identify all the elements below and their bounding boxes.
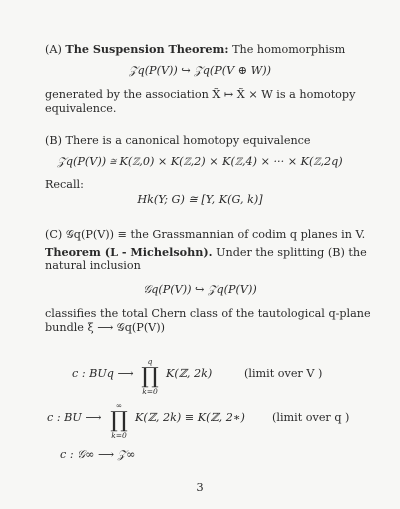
- page-number: 3: [196, 480, 204, 494]
- product-symbol: q ∏ k=0: [141, 357, 159, 396]
- section-c-line5: bundle ξ ⟶ 𝒢q(P(V)): [45, 321, 165, 334]
- section-b-heading: (B) There is a canonical homotopy equivalence: [45, 134, 311, 147]
- section-a-line1: generated by the association X̃ ↦ X̃ × W is a homotopy: [45, 88, 356, 101]
- section-c-line4: classifies the total Chern class of the tautological q-plane: [45, 307, 371, 320]
- section-c-theorem: Theorem (L - Michelsohn). Under the splitting (B) the: [45, 245, 367, 259]
- section-b-recall-formula: Hk(Y; G) ≅ [Y, K(G, k)]: [137, 193, 263, 206]
- display-product-bu-q: c : BUq ⟶ q ∏ k=0 K(ℤ, 2k) (limit over V ): [72, 357, 323, 396]
- display-g-to-z: c : 𝒢∞ ⟶ 𝒵∞: [60, 448, 136, 461]
- section-a-line2: equivalence.: [45, 102, 117, 115]
- display1-note: (limit over V ): [244, 367, 323, 380]
- display2-note: (limit over q ): [272, 411, 350, 424]
- display-product-bu: c : BU ⟶ ∞ ∏ k=0 K(ℤ, 2k) ≡ K(ℤ, 2∗) (limit over q ): [47, 401, 350, 440]
- product-symbol: ∞ ∏ k=0: [110, 401, 128, 440]
- section-a-heading: (A) The Suspension Theorem: The homomorphism: [45, 42, 346, 56]
- section-b-formula: 𝒵q(P(V)) ≅ K(ℤ,0) × K(ℤ,2) × K(ℤ,4) × ··· × K(ℤ,2q): [57, 155, 343, 168]
- section-a-formula: 𝒵q(P(V)) ↪ 𝒵q(P(V ⊕ W)): [129, 64, 271, 77]
- section-b-recall: Recall:: [45, 178, 84, 191]
- section-c-formula: 𝒢q(P(V)) ↪ 𝒵q(P(V)): [143, 283, 257, 296]
- section-c-line1: (C) 𝒢q(P(V)) ≡ the Grassmannian of codim q planes in V.: [45, 228, 366, 241]
- section-c-line3: natural inclusion: [45, 259, 141, 272]
